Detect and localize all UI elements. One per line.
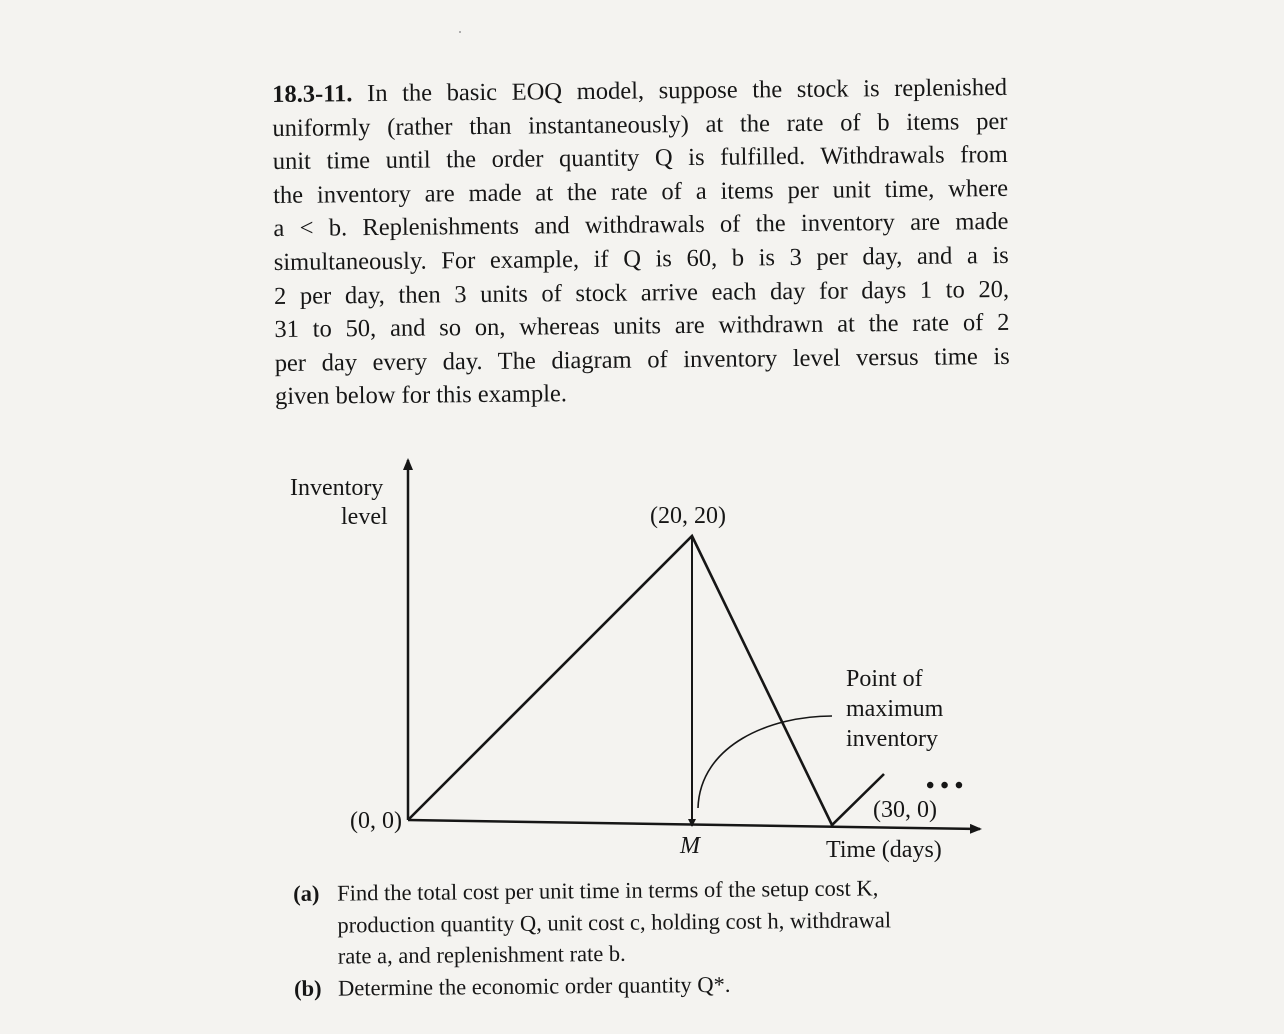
problem-line: per day every day. The diagram of inventory level versus time is [274,342,1010,377]
problem-line: simultaneously. For example, if Q is 60, b is 3 per day, and a is [273,241,1009,276]
part-line: rate a, and replenishment rate b. [337,940,626,969]
problem-line: given below for this example. [274,380,568,411]
part-tag: (a) [293,880,320,906]
question-parts [293,871,994,1004]
y-axis-label: level [341,504,388,530]
problem-line: uniformly (rather than instantaneously) at the rate of b items per [272,107,1008,142]
annotation-text: maximum [846,696,944,722]
m-label: M [680,833,700,859]
annotation-text: inventory [846,726,938,752]
origin-label: (0, 0) [350,808,402,834]
part-tag: (b) [293,975,322,1001]
problem-number: 18.3-11. [272,80,353,108]
problem-line: a < b. Replenishments and withdrawals of the inventory are made [273,208,1009,243]
problem-line: 2 per day, then 3 units of stock arrive each day for days 1 to 20, [273,275,1010,310]
annotation-text: Point of [846,666,923,692]
end-label: (30, 0) [873,797,937,823]
peak-label: (20, 20) [650,503,726,529]
part-line: Find the total cost per unit time in terms of the setup cost K, [337,875,879,906]
x-axis-label: Time (days) [826,837,942,863]
problem-line: the inventory are made at the rate of a items per unit time, where [272,174,1009,209]
problem-line: 18.3-11. In the basic EOQ model, suppose the stock is replenished [272,73,1008,108]
part-b [294,966,994,1004]
annotation-leader [698,716,832,808]
problem-line: 31 to 50, and so on, whereas units are withdrawn at the rate of 2 [274,309,1010,344]
y-axis-label: Inventory [290,475,384,501]
part-line: Determine the economic order quantity Q*. [337,971,731,1001]
problem-line: unit time until the order quantity Q is fulfilled. Withdrawals from [272,141,1008,176]
continuation-dots: • • • [926,773,964,799]
part-a [293,871,994,972]
part-line: production quantity Q, unit cost c, holding cost h, withdrawal [337,906,892,938]
inventory-curve [408,536,884,825]
